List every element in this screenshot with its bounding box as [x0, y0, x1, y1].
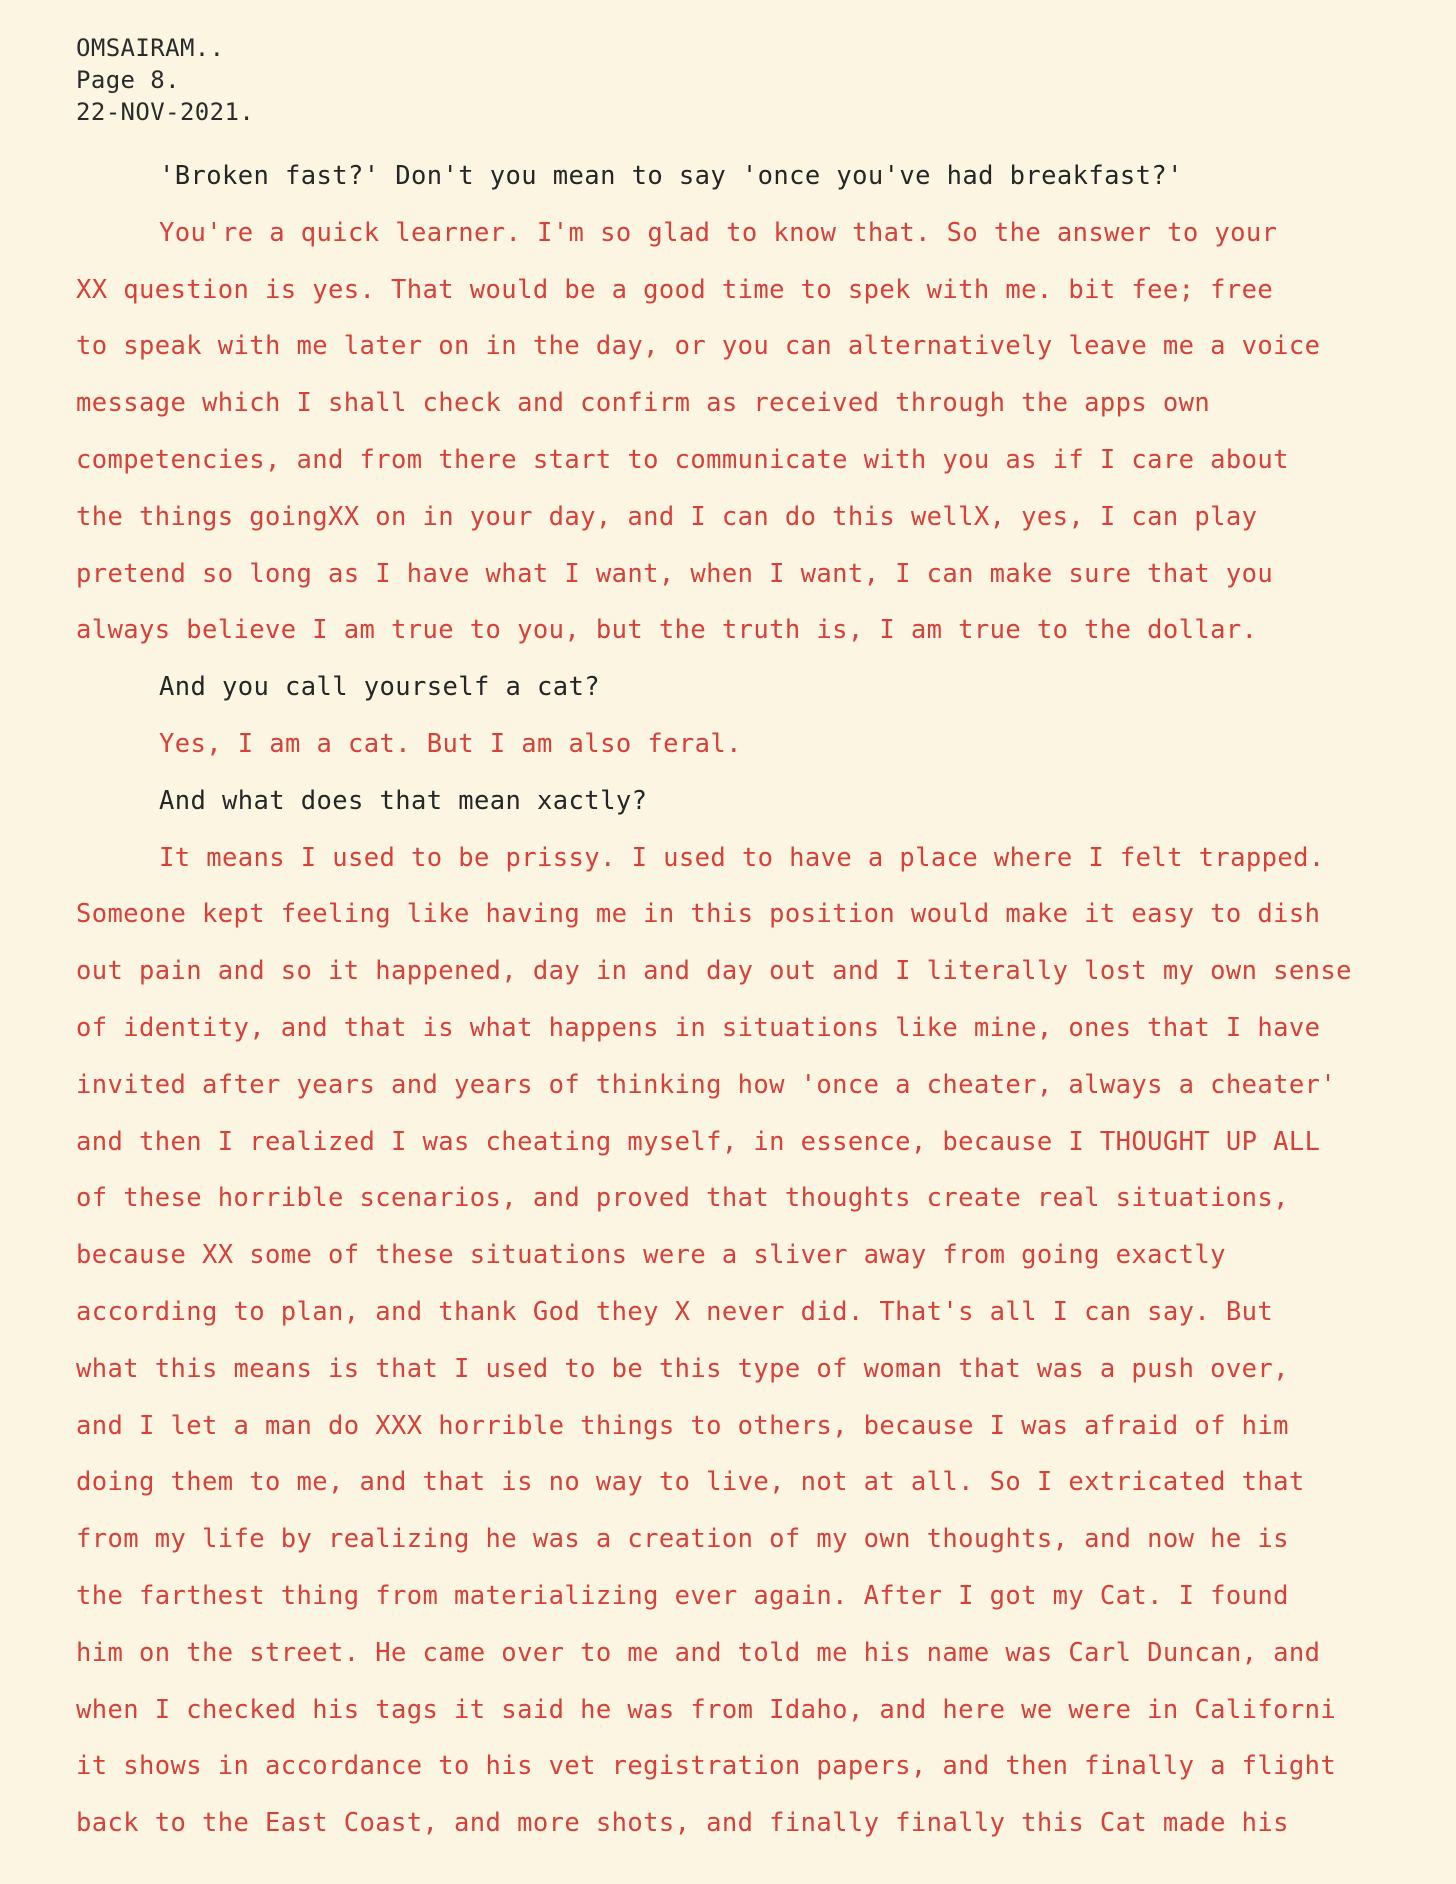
text-line: because XX some of these situations were a sliver away from going exactly	[76, 1240, 1226, 1271]
text-line: to speak with me later on in the day, or you can alternatively leave me a voice	[76, 331, 1321, 362]
header-date: 22-NOV-2021.	[76, 98, 255, 126]
text-line: and I let a man do XXX horrible things to others, because I was afraid of him	[76, 1410, 1289, 1441]
text-line: You're a quick learner. I'm so glad to know that. So the answer to your	[159, 217, 1278, 248]
text-line: XX question is yes. That would be a good time to spek with me. bit fee; free	[76, 274, 1274, 305]
text-line: competencies, and from there start to communicate with you as if I care about	[76, 444, 1289, 475]
text-line: according to plan, and thank God they X never did. That's all I can say. But	[76, 1296, 1274, 1327]
text-line: 'Broken fast?' Don't you mean to say 'once you've had breakfast?'	[159, 161, 1183, 191]
text-line: always believe I am true to you, but the truth is, I am true to the dollar.	[76, 615, 1258, 646]
text-line: Someone kept feeling like having me in this position would make it easy to dish	[76, 899, 1321, 930]
header-title: OMSAIRAM..	[76, 34, 225, 62]
page-header	[76, 32, 254, 128]
text-line: when I checked his tags it said he was from Idaho, and here we were in Californi	[76, 1694, 1337, 1725]
text-line: message which I shall check and confirm as received through the apps own	[76, 388, 1211, 419]
text-line: Yes, I am a cat. But I am also feral.	[159, 728, 742, 759]
text-line: And you call yourself a cat?	[159, 672, 601, 703]
text-line: And what does that mean xactly?	[159, 785, 648, 816]
text-line: the farthest thing from materializing ever again. After I got my Cat. I found	[76, 1580, 1289, 1611]
text-line: pretend so long as I have what I want, when I want, I can make sure that you	[76, 558, 1274, 589]
text-line: from my life by realizing he was a creation of my own thoughts, and now he is	[76, 1524, 1289, 1555]
page-body	[76, 148, 1446, 1852]
text-line: him on the street. He came over to me and told me his name was Carl Duncan, and	[76, 1637, 1321, 1668]
text-line: and then I realized I was cheating myself, in essence, because I THOUGHT UP ALL	[76, 1126, 1321, 1157]
header-page-number: Page 8.	[76, 66, 180, 94]
text-line: invited after years and years of thinking how 'once a cheater, always a cheater'	[76, 1069, 1337, 1100]
text-line: doing them to me, and that is no way to live, not at all. So I extricated that	[76, 1467, 1305, 1498]
text-line: It means I used to be prissy. I used to have a place where I felt trapped.	[159, 842, 1325, 873]
text-line: of these horrible scenarios, and proved that thoughts create real situations,	[76, 1183, 1289, 1214]
text-line: out pain and so it happened, day in and day out and I literally lost my own sense	[76, 956, 1352, 987]
text-line: back to the East Coast, and more shots, and finally finally this Cat made his	[76, 1808, 1289, 1839]
text-line: of identity, and that is what happens in situations like mine, ones that I have	[76, 1012, 1321, 1043]
text-line: what this means is that I used to be this type of woman that was a push over,	[76, 1353, 1289, 1384]
text-line: the things goingXX on in your day, and I can do this wellX, yes, I can play	[76, 501, 1258, 532]
text-line: it shows in accordance to his vet registration papers, and then finally a flight	[76, 1751, 1337, 1782]
